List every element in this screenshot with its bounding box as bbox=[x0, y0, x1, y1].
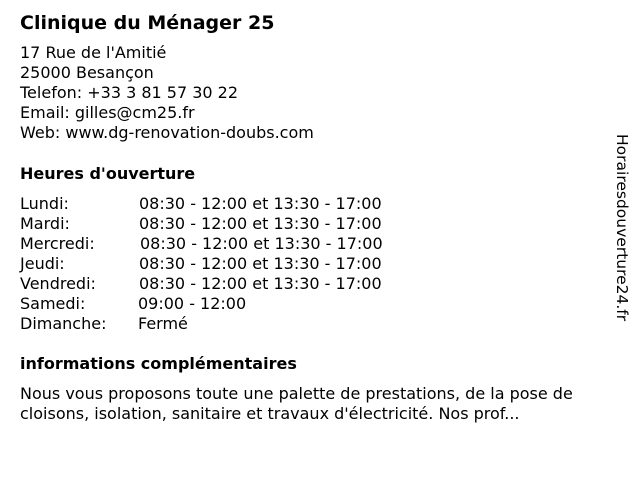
hours-row-tuesday bbox=[20, 214, 440, 234]
time-value: 09:00 - 12:00 bbox=[138, 294, 247, 313]
site-watermark bbox=[612, 134, 632, 374]
hours-row-wednesday bbox=[20, 234, 440, 254]
opening-hours-heading: Heures d'ouverture bbox=[20, 164, 196, 183]
day-label: Jeudi: bbox=[20, 254, 65, 273]
hours-row-sunday bbox=[20, 314, 440, 334]
opening-hours-table bbox=[20, 194, 440, 334]
day-label: Dimanche: bbox=[20, 314, 107, 333]
hours-row-saturday bbox=[20, 294, 440, 314]
hours-row-monday bbox=[20, 194, 440, 214]
day-label: Mardi: bbox=[20, 214, 70, 233]
hours-row-thursday bbox=[20, 254, 440, 274]
day-label: Lundi: bbox=[20, 194, 69, 213]
additional-info-heading: informations complémentaires bbox=[20, 354, 297, 373]
day-label: Vendredi: bbox=[20, 274, 96, 293]
website-url: Web: www.dg-renovation-doubs.com bbox=[20, 123, 314, 142]
contact-block bbox=[20, 43, 314, 143]
description-line: cloisons, isolation, sanitaire et travaux d'électricité. Nos prof... bbox=[20, 404, 520, 423]
address-street: 17 Rue de l'Amitié bbox=[20, 43, 167, 62]
email-address: Email: gilles@cm25.fr bbox=[20, 103, 195, 122]
phone-number: Telefon: +33 3 81 57 30 22 bbox=[20, 83, 239, 102]
day-label: Mercredi: bbox=[20, 234, 95, 253]
time-value: Fermé bbox=[138, 314, 188, 333]
time-value: 08:30 - 12:00 et 13:30 - 17:00 bbox=[139, 194, 382, 213]
business-name: Clinique du Ménager 25 bbox=[20, 12, 275, 34]
description-line: Nous vous proposons toute une palette de prestations, de la pose de bbox=[20, 384, 573, 403]
hours-row-friday bbox=[20, 274, 440, 294]
time-value: 08:30 - 12:00 et 13:30 - 17:00 bbox=[140, 234, 383, 253]
day-label: Samedi: bbox=[20, 294, 86, 313]
description-text bbox=[20, 384, 625, 424]
time-value: 08:30 - 12:00 et 13:30 - 17:00 bbox=[139, 254, 382, 273]
address-city: 25000 Besançon bbox=[20, 63, 154, 82]
time-value: 08:30 - 12:00 et 13:30 - 17:00 bbox=[139, 274, 382, 293]
watermark-text: Horairesdouverture24.fr bbox=[613, 134, 631, 322]
time-value: 08:30 - 12:00 et 13:30 - 17:00 bbox=[139, 214, 382, 233]
